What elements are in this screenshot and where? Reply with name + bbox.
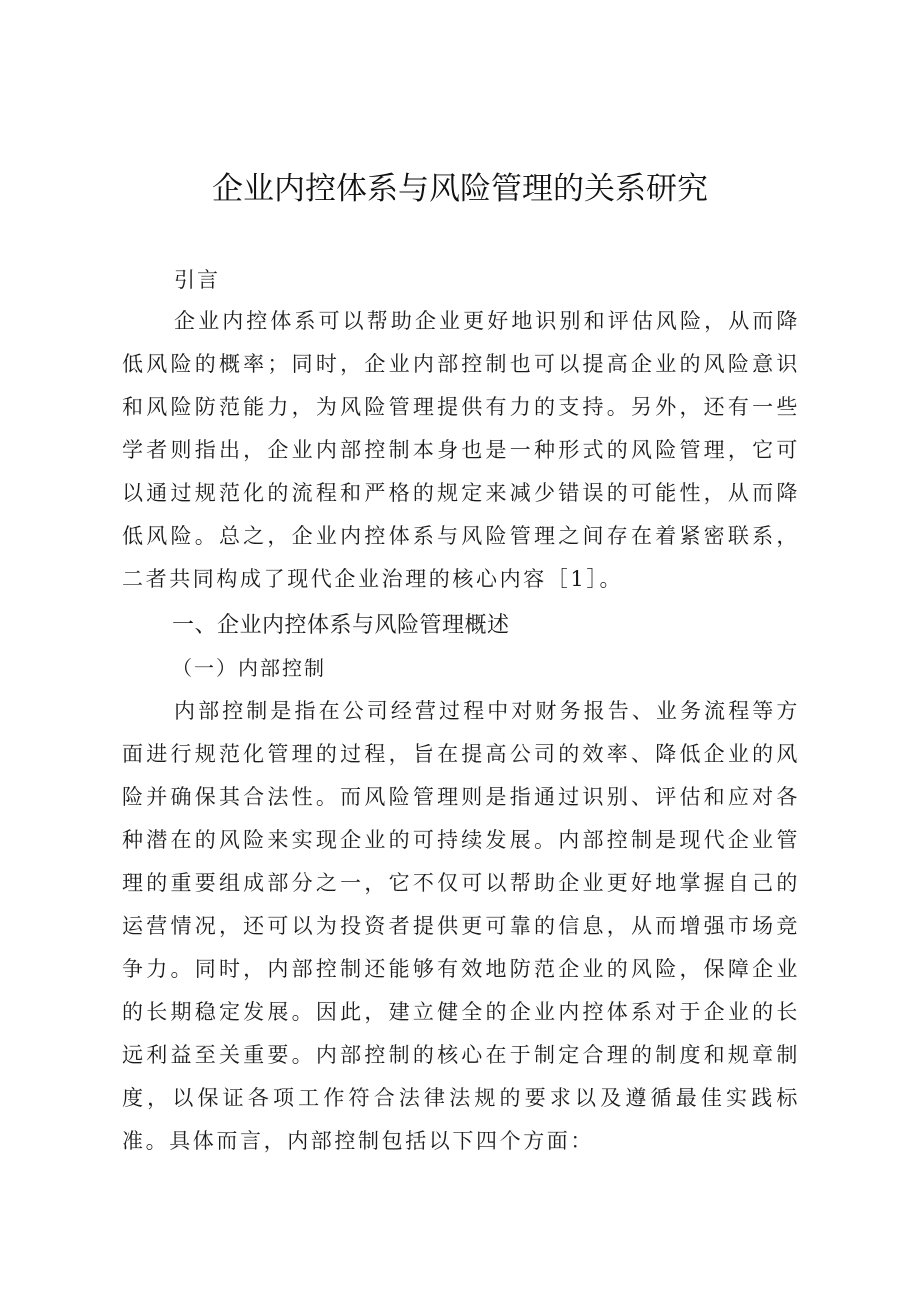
document-title: 企业内控体系与风险管理的关系研究 bbox=[212, 171, 708, 207]
subsection-heading: （一）内部控制 bbox=[172, 656, 326, 680]
intro-heading: 引言 bbox=[174, 268, 220, 292]
section-heading: 一、企业内控体系与风险管理概述 bbox=[172, 613, 510, 638]
subsection-paragraph: 内部控制是指在公司经营过程中对财务报告、业务流程等方面进行规范化管理的过程，旨在提高公司的效率、降低企业的风险并确保其合法性。而风险管理则是指通过识别、评估和应对各种潜在的风险来实现企业的可持续发展。内部控制是现代企业管理的重要组成部分之一，它不仅可以帮助企业更好地掌握自己的运营情况，还可以为投资者提供更可靠的信息，从而增强市场竞争力。同时，内部控制还能够有效地防范企业的风险，保障企业的长期稳定发展。因此，建立健全的企业内控体系对于企业的长远利益至关重要。内部控制的核心在于制定合理的制度和规章制度，以保证各项工作符合法律法规的要求以及遵循最佳实践标准。具体而言，内部控制包括以下四个方面： bbox=[122, 699, 800, 1153]
intro-paragraph: 企业内控体系可以帮助企业更好地识别和评估风险，从而降低风险的概率；同时，企业内部控制也可以提高企业的风险意识和风险防范能力，为风险管理提供有力的支持。另外，还有一些学者则指出，企业内部控制本身也是一种形式的风险管理，它可以通过规范化的流程和严格的规定来减少错误的可能性，从而降低风险。总之，企业内控体系与风险管理之间存在着紧密联系，二者共同构成了现代企业治理的核心内容［1］。 bbox=[122, 309, 800, 591]
